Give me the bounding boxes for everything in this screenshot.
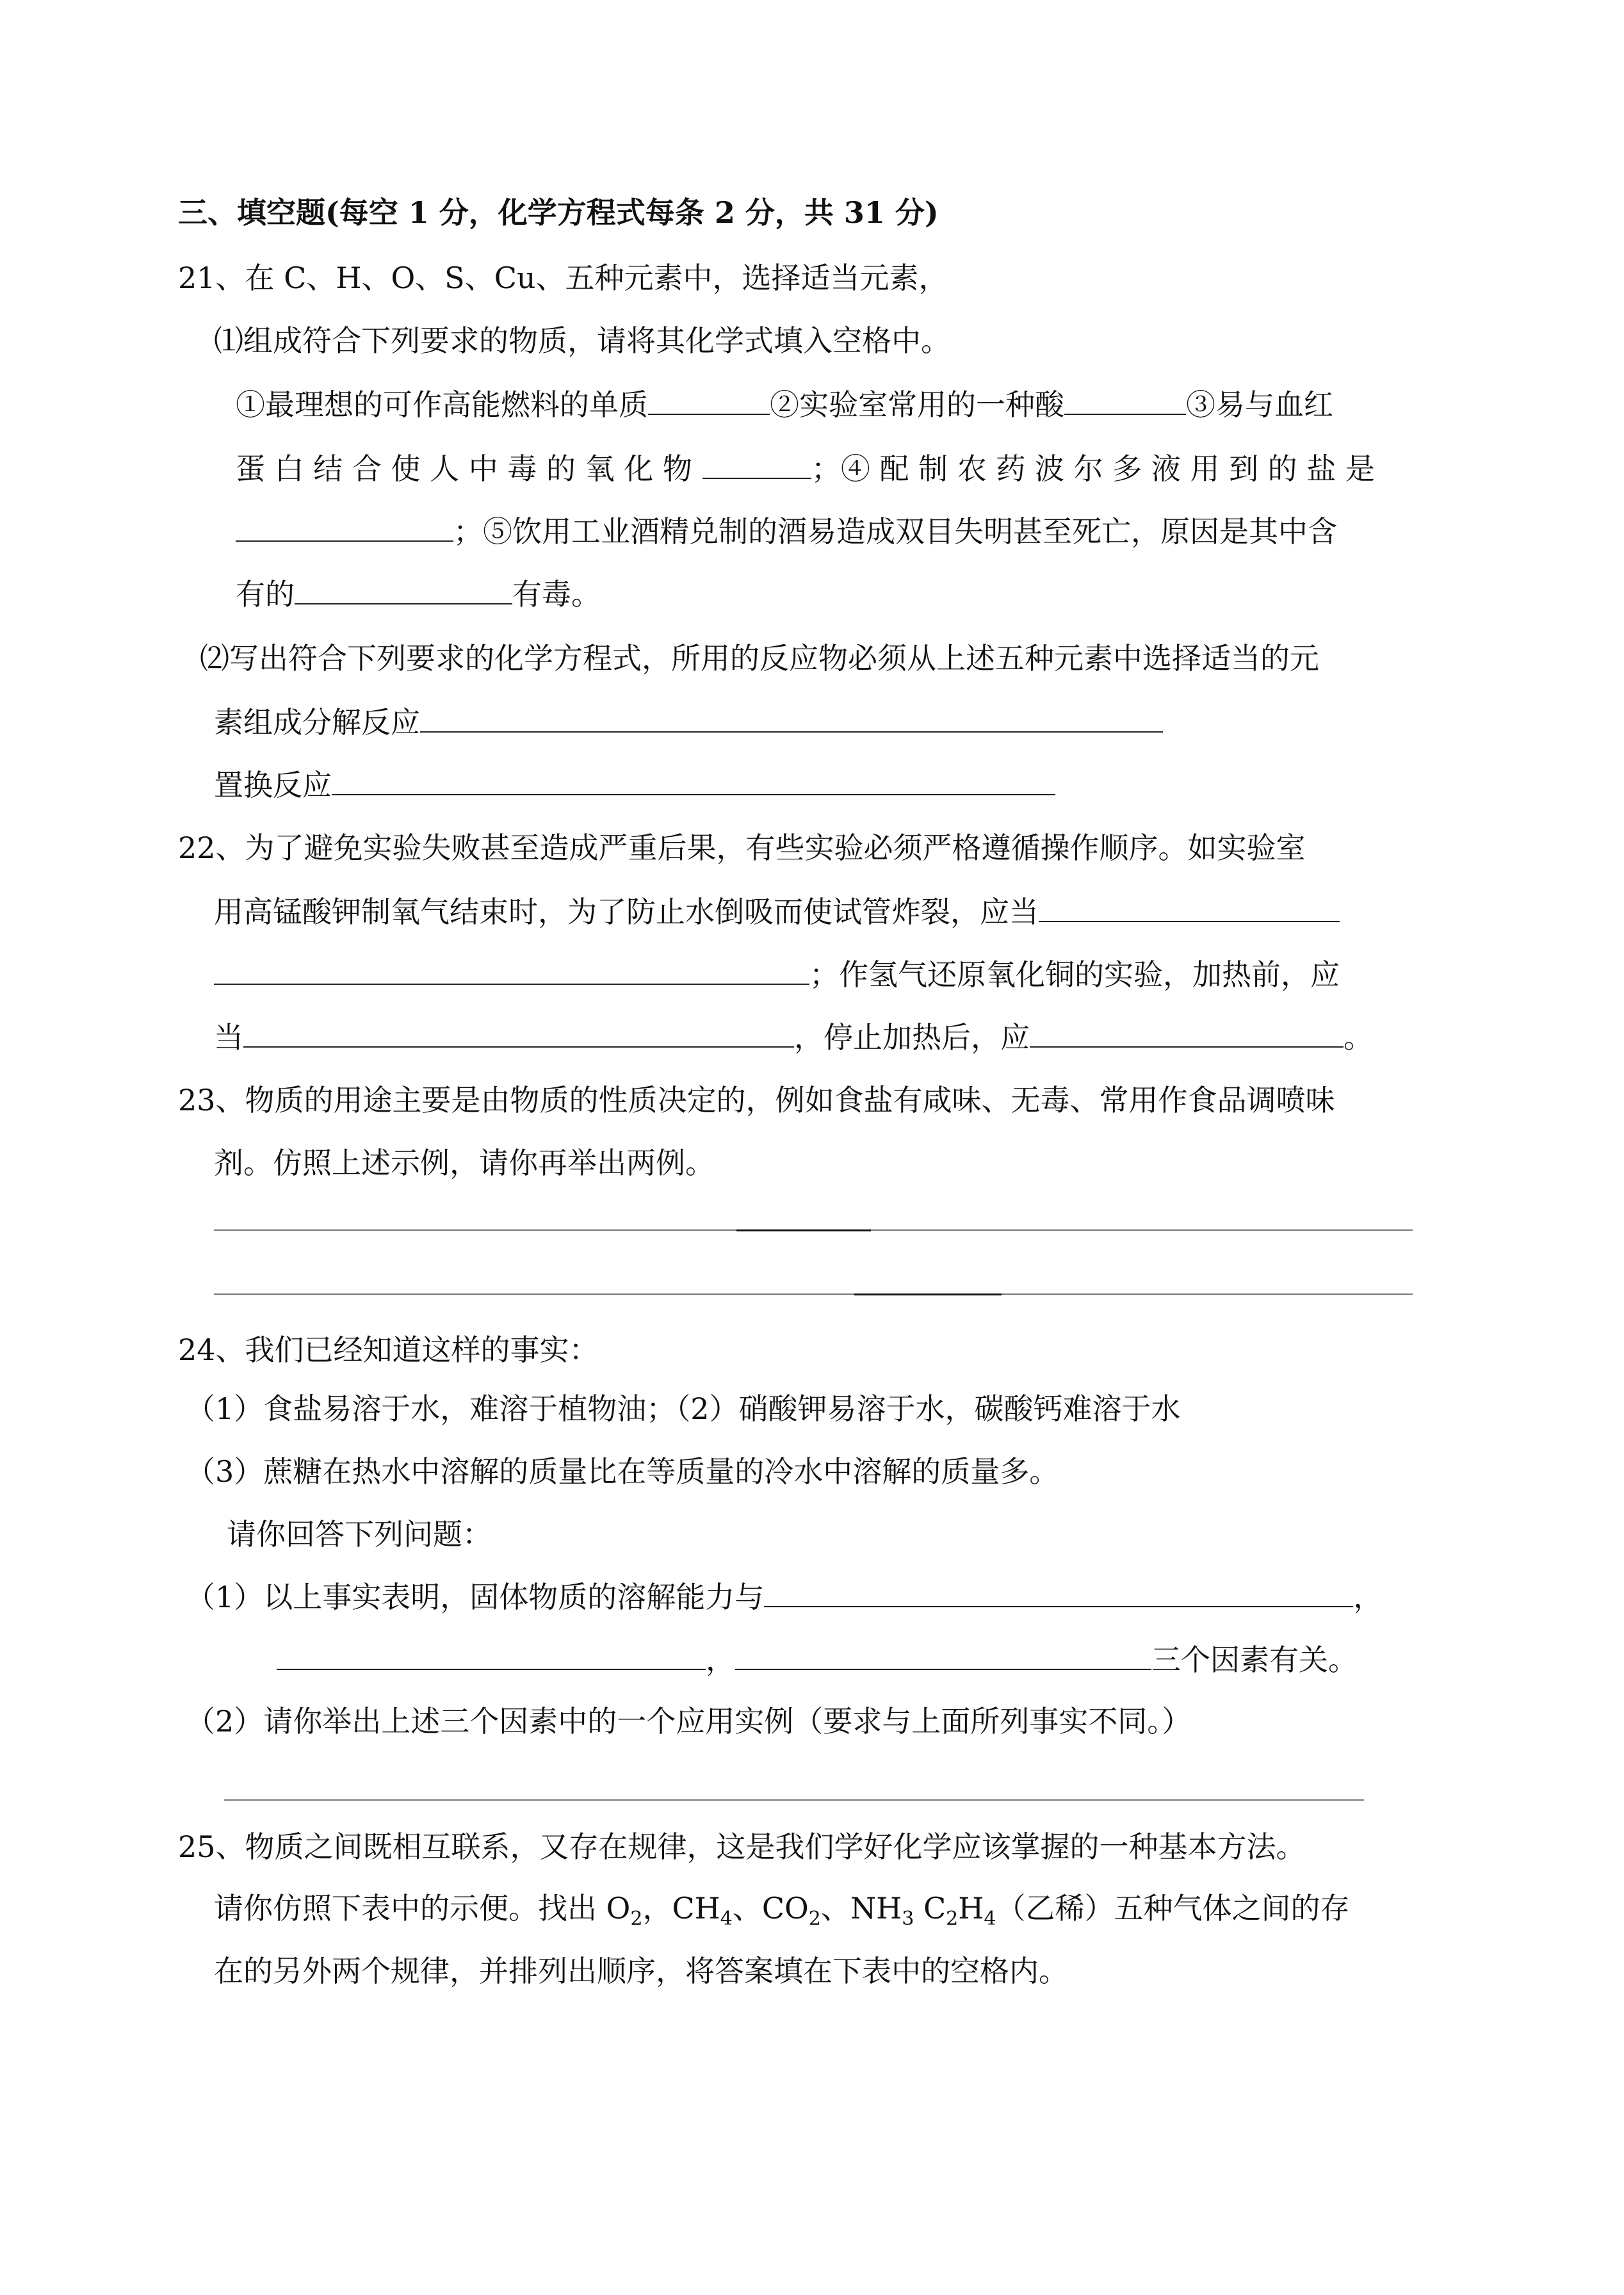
q21-line-items2 [236,448,1375,488]
subscript: 4 [720,1908,733,1931]
q25-line2 [214,1889,1349,1938]
q24-line3: （3）蔗糖在热水中溶解的质量比在等质量的冷水中溶解的质量多。 [186,1454,1059,1489]
q21-stem: 21、在 C、H、O、S、Cu、五种元素中，选择适当元素， [178,261,948,295]
q21-item4: ；④ 配 制 农 药 波 尔 多 液 用 到 的 盐 是 [811,451,1375,486]
q22-line1: 22、为了避免实验失败甚至造成严重后果，有些实验必须严格遵循操作顺序。如实验室 [178,831,1306,865]
answer-line-mark [854,1293,1002,1295]
q25-line1: 25、物质之间既相互联系，又存在规律，这是我们学好化学应该掌握的一种基本方法。 [178,1829,1306,1864]
section-title: 三、填空题(每空 1 分，化学方程式每条 2 分，共 31 分) [178,195,939,230]
answer-blank[interactable] [702,448,811,479]
q23-line1: 23、物质的用途主要是由物质的性质决定的，例如食盐有咸味、无毒、常用作食品调喷味 [178,1083,1335,1117]
q21-part2: ⑵写出符合下列要求的化学方程式，所用的反应物必须从上述五种元素中选择适当的元 [200,641,1319,676]
answer-line[interactable] [214,1293,1413,1295]
q22-line4-b: ，停止加热后，应 [794,1020,1030,1055]
q21-item5c: 有毒。 [512,577,601,612]
q21-decomp-line [214,702,1163,742]
answer-blank[interactable] [332,765,1055,795]
q21-part1: ⑴组成符合下列要求的物质，请将其化学式填入空格中。 [214,323,950,358]
answer-blank[interactable] [236,511,453,542]
answer-blank[interactable] [277,1639,706,1670]
q22-line2-text: 用高锰酸钾制氧气结束时，为了防止水倒吸而使试管炸裂，应当 [214,895,1039,929]
answer-blank[interactable] [295,574,512,604]
q25-line2-b: ，CH [642,1891,720,1926]
answer-blank[interactable] [420,702,1163,733]
q21-replace-line [214,765,1055,804]
q21-item1: ①最理想的可作高能燃料的单质 [236,387,648,422]
q22-line2 [214,891,1340,931]
q21-line-items [236,384,1333,424]
answer-line-mark [736,1229,871,1231]
subscript: 4 [984,1908,996,1931]
subscript: 2 [808,1908,821,1931]
subscript: 2 [630,1908,643,1931]
subscript: 2 [946,1908,959,1931]
q24-line6-comma: ， [706,1642,735,1677]
q22-line4 [214,1017,1373,1057]
answer-line[interactable] [224,1799,1364,1801]
q25-line2-e: C [914,1891,946,1926]
q25-line2-g: （乙稀）五种气体之间的存 [996,1891,1350,1926]
q24-line5-end: ， [1353,1580,1383,1614]
q24-line6-end: 三个因素有关。 [1151,1642,1358,1677]
answer-blank[interactable] [1064,384,1186,415]
answer-blank[interactable] [648,384,770,415]
q25-line2-a: 请你仿照下表中的示便。找出 O [214,1891,631,1926]
answer-blank[interactable] [243,1017,794,1048]
q24-line5 [186,1577,1383,1616]
q21-decomposition-label: 素组成分解反应 [214,705,420,740]
q24-line6 [277,1639,1358,1679]
q25-line2-f: H [958,1891,984,1926]
q25-line3: 在的另外两个规律，并排列出顺序，将答案填在下表中的空格内。 [214,1954,1068,1988]
q23-line2: 剂。仿照上述示例，请你再举出两例。 [214,1146,715,1180]
q25-line2-d: 、NH [820,1891,902,1926]
answer-blank[interactable] [735,1639,1151,1670]
q25-line2-c: 、CO [732,1891,809,1926]
q22-line3-text: ；作氢气还原氧化铜的实验，加热前，应 [809,957,1340,992]
q24-line2: （1）食盐易溶于水，难溶于植物油；（2）硝酸钾易溶于水，碳酸钙难溶于水 [186,1391,1181,1426]
answer-blank[interactable] [764,1577,1353,1607]
q22-line4-a: 当 [214,1020,243,1055]
q24-line7: （2）请你举出上述三个因素中的一个应用实例（要求与上面所列事实不同。） [186,1704,1192,1739]
q21-item3b: 蛋 白 结 合 使 人 中 毒 的 氧 化 物 [236,451,692,486]
q21-item5a: ；⑤饮用工业酒精兑制的酒易造成双目失明甚至死亡，原因是其中含 [453,514,1337,549]
q24-line1: 24、我们已经知道这样的事实： [178,1333,599,1367]
q22-line4-c: 。 [1344,1020,1373,1055]
q21-item5b: 有的 [236,577,295,612]
answer-blank[interactable] [1039,891,1340,922]
q22-line3 [214,954,1340,994]
q21-item3a: ③易与血红 [1186,387,1333,422]
answer-blank[interactable] [214,954,809,985]
q21-item2: ②实验室常用的一种酸 [770,387,1064,422]
q24-line4: 请你回答下列问题： [227,1517,492,1552]
q21-replacement-label: 置换反应 [214,768,332,802]
q21-line-items3 [236,511,1337,551]
subscript: 3 [902,1908,914,1931]
q21-line-items4 [236,574,601,613]
q24-line5-text: （1）以上事实表明，固体物质的溶解能力与 [186,1580,765,1614]
answer-blank[interactable] [1030,1017,1344,1048]
